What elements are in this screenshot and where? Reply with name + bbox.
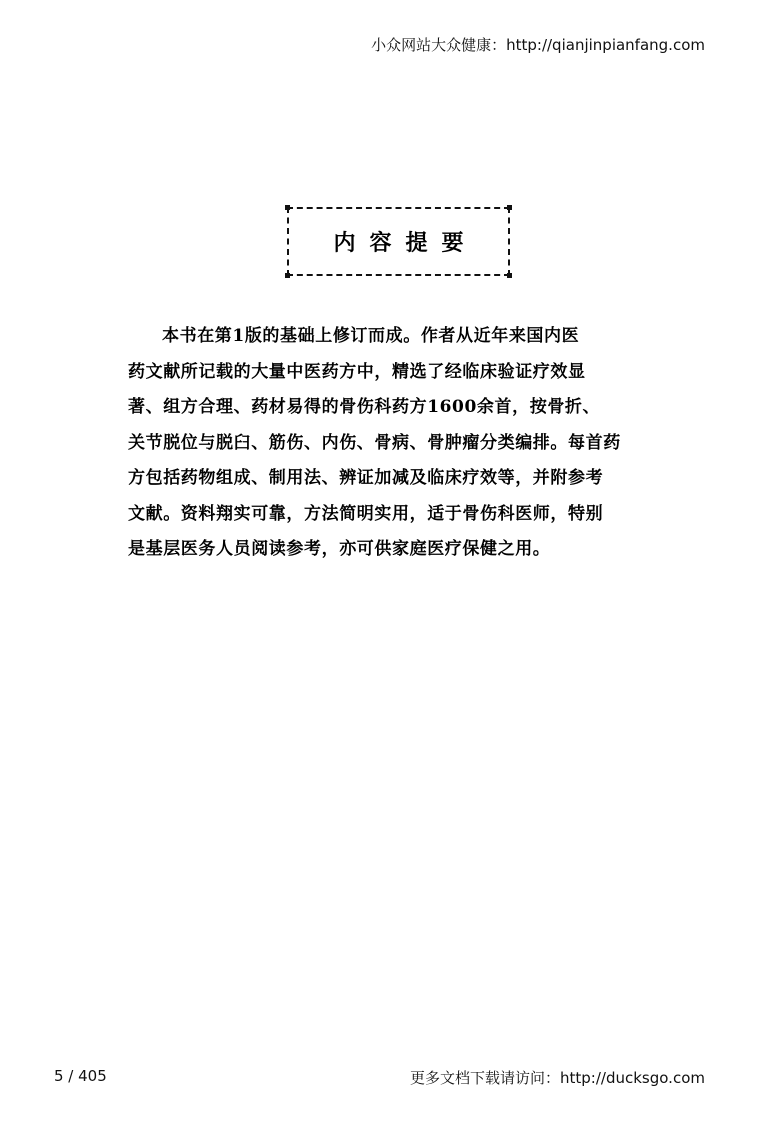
section-title: 内容提要 xyxy=(333,230,478,256)
paragraph-line: 方包括药物组成、制用法、辨证加减及临床疗效等，并附参考 xyxy=(128,468,604,488)
paragraph-line: 药文献所记载的大量中医药方中，精选了经临床验证疗效显 xyxy=(128,361,586,382)
summary-paragraph xyxy=(128,319,673,568)
box-corner xyxy=(507,273,512,278)
box-corner xyxy=(285,273,290,278)
paragraph-line: 著、组方合理、药材易得的骨伤科药方1600余首，按骨折、 xyxy=(128,397,601,417)
header-site-text: 小众网站大众健康：http://qianjinpianfang.com xyxy=(371,36,705,54)
paragraph-line: 本书在第1版的基础上修订而成。作者从近年来国内医 xyxy=(162,326,580,346)
box-corner xyxy=(507,205,512,210)
paragraph-line: 是基层医务人员阅读参考，亦可供家庭医疗保健之用。 xyxy=(128,539,551,559)
paragraph-line: 文献。资料翔实可靠，方法简明实用，适于骨伤科医师，特别 xyxy=(128,503,604,524)
section-title-box xyxy=(287,207,510,276)
box-corner xyxy=(285,205,290,210)
page-indicator: 5 / 405 xyxy=(54,1067,107,1085)
paragraph-line: 关节脱位与脱臼、筋伤、内伤、骨病、骨肿瘤分类编排。每首药 xyxy=(128,432,621,453)
footer-download-link[interactable]: 更多文档下载请访问：http://ducksgo.com xyxy=(410,1069,705,1087)
